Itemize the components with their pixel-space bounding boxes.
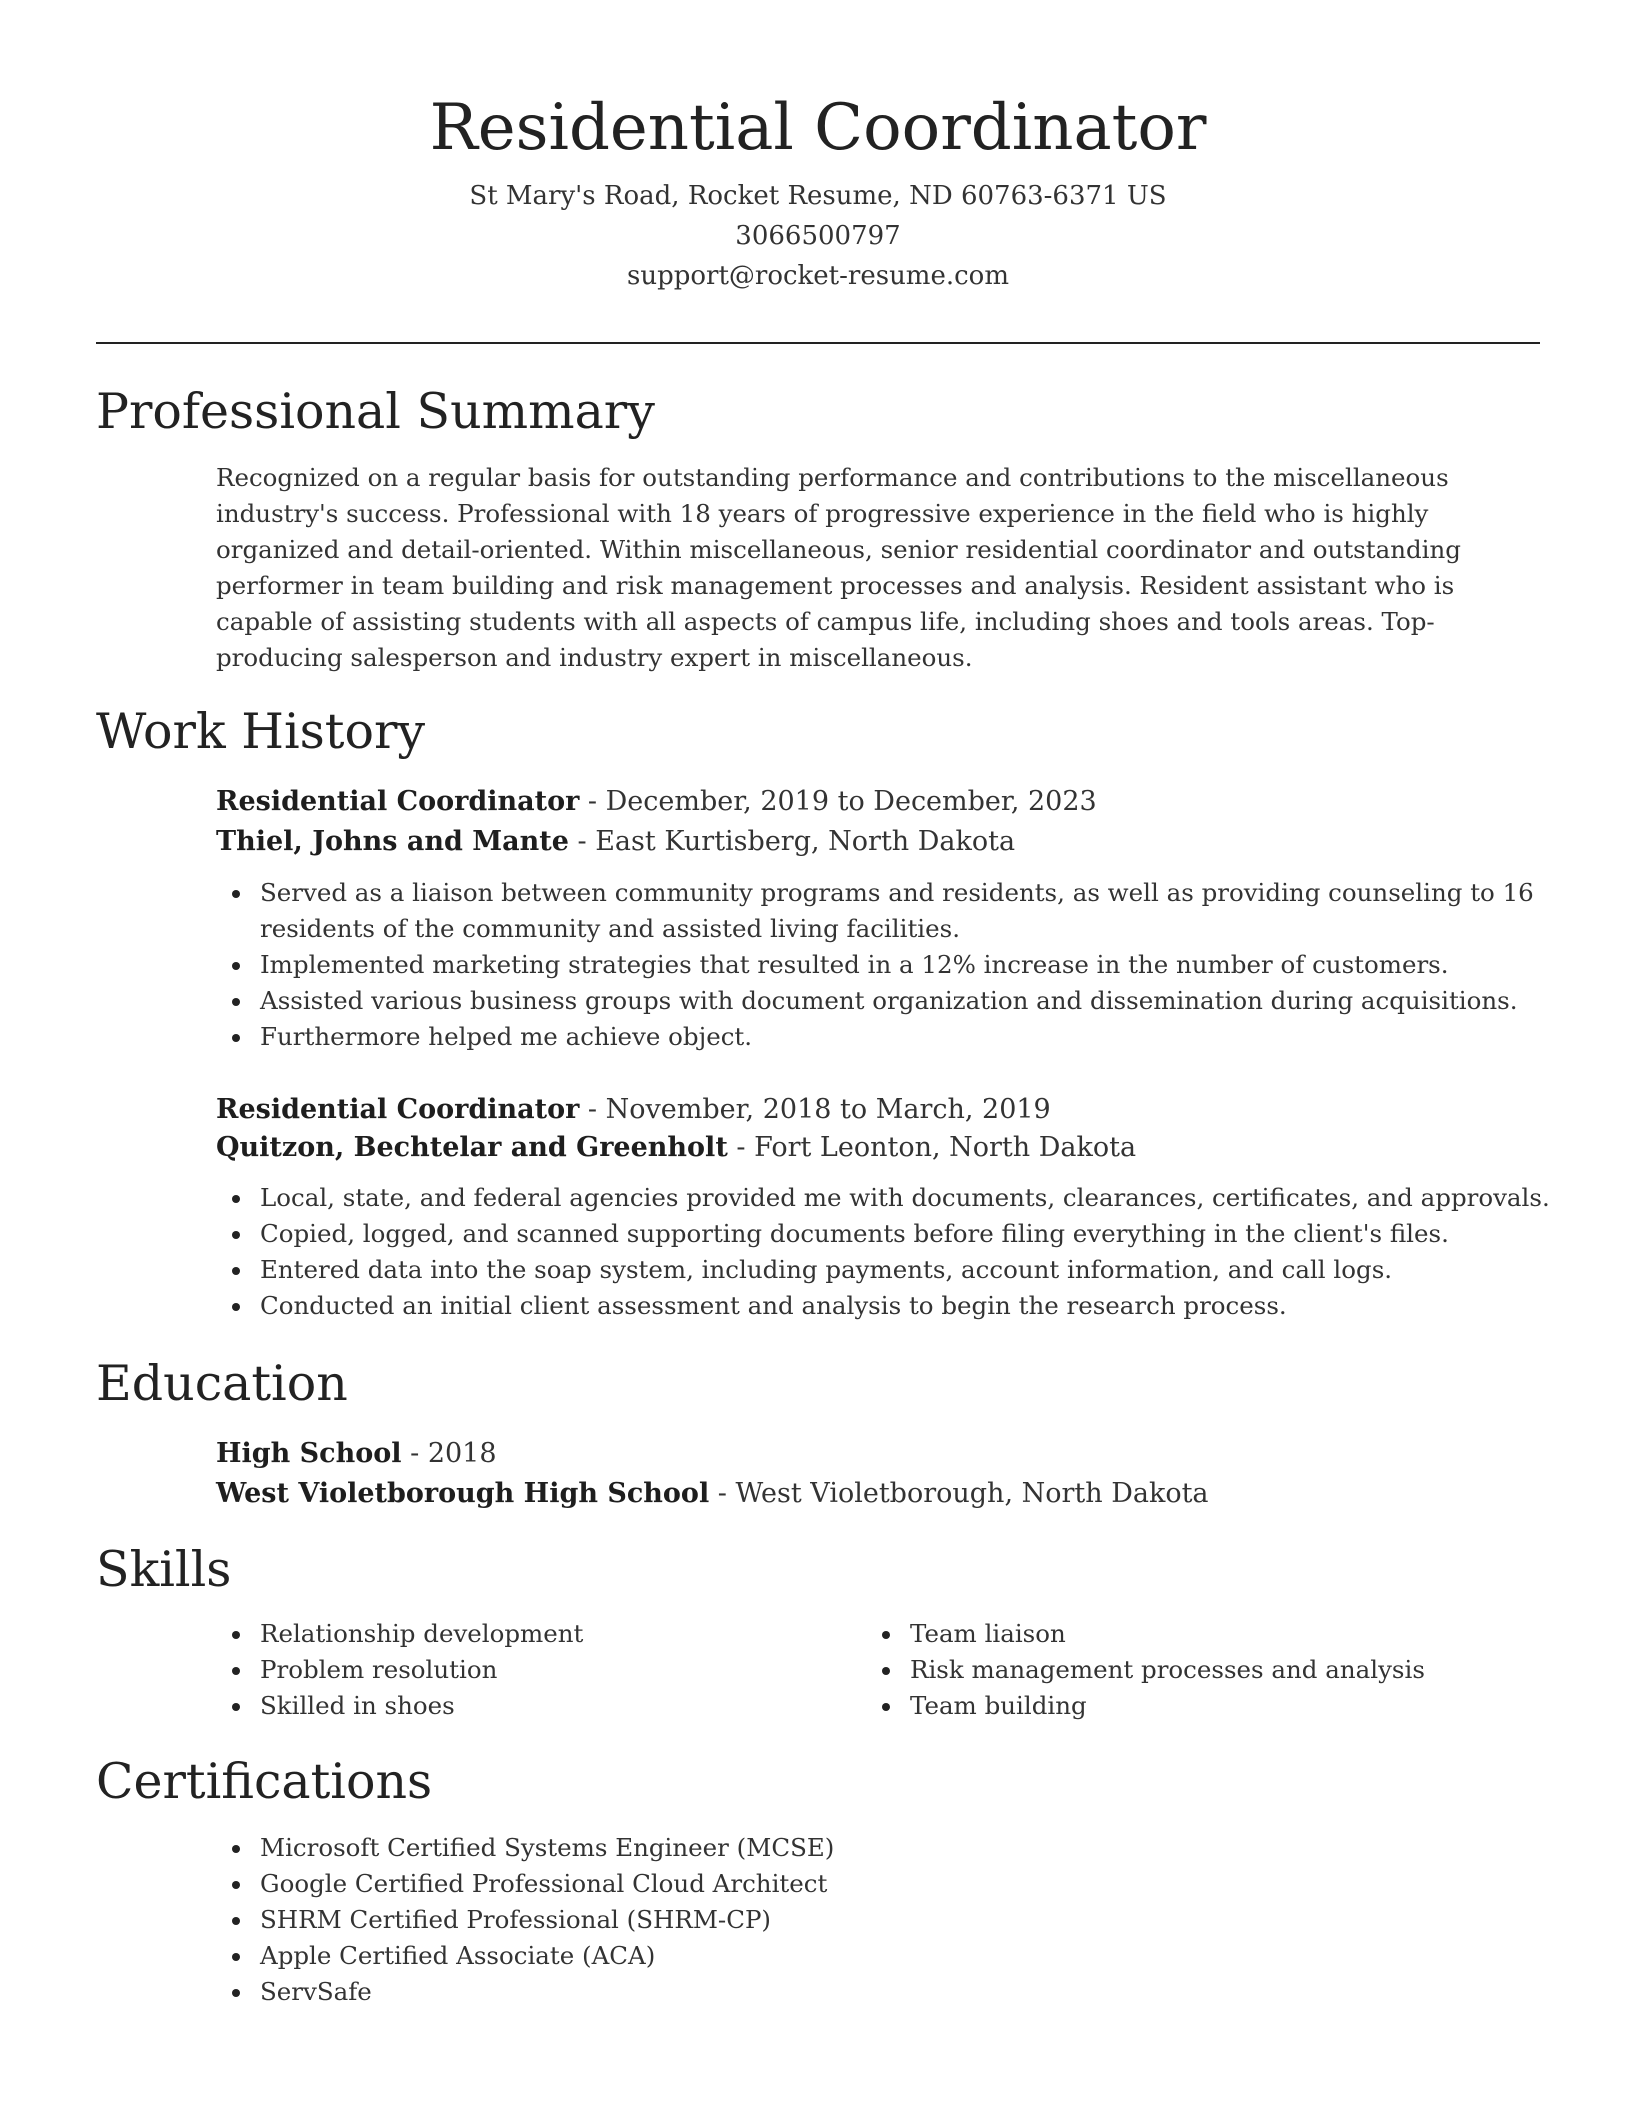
list-item: Local, state, and federal agencies provided me with documents, clearances, certificates, and approvals. (260, 1180, 1580, 1216)
education-year: - 2018 (401, 1438, 497, 1469)
list-item: Microsoft Certified Systems Engineer (MCSE) (260, 1830, 1580, 1866)
job-2-company: Quitzon, Bechtelar and Greenholt (216, 1132, 728, 1163)
list-item: Apple Certified Associate (ACA) (260, 1938, 1580, 1974)
resume-header (96, 80, 1540, 296)
list-item: Furthermore helped me achieve object. (260, 1019, 1580, 1055)
job-1-company: Thiel, Johns and Mante (216, 826, 569, 857)
list-item: Team liaison (910, 1616, 1632, 1652)
header-divider (96, 342, 1540, 344)
job-1-duties (216, 875, 1580, 1055)
job-2-role: Residential Coordinator (216, 1094, 580, 1125)
skills-heading: Skills (96, 1541, 232, 1598)
list-item: Skilled in shoes (260, 1688, 1580, 1724)
education-school: West Violetborough High School (216, 1478, 710, 1509)
job-2-location: - Fort Leonton, North Dakota (727, 1132, 1137, 1163)
education-location: - West Violetborough, North Dakota (709, 1478, 1209, 1509)
job-2-duties (216, 1180, 1580, 1324)
job-1-company-line (216, 822, 1536, 862)
job-2-company-line (216, 1128, 1536, 1168)
education-school-line (216, 1474, 1536, 1514)
contact-address: St Mary's Road, Rocket Resume, ND 60763-6371 US (469, 181, 1167, 211)
list-item: Risk management processes and analysis (910, 1652, 1632, 1688)
list-item: Conducted an initial client assessment and analysis to begin the research process. (260, 1288, 1580, 1324)
list-item: Team building (910, 1688, 1632, 1724)
list-item: Copied, logged, and scanned supporting documents before filing everything in the client's files. (260, 1216, 1580, 1252)
list-item: Google Certified Professional Cloud Architect (260, 1866, 1580, 1902)
contact-email: support@rocket-resume.com (626, 261, 1009, 291)
education-heading: Education (96, 1355, 348, 1412)
certifications-heading: Certifications (96, 1753, 433, 1810)
skills-list-right (866, 1616, 1632, 1724)
job-1-dates: - December, 2019 to December, 2023 (579, 786, 1097, 817)
work-history-heading: Work History (96, 703, 426, 760)
job-1-role: Residential Coordinator (216, 786, 580, 817)
job-2-title-line (216, 1090, 1536, 1130)
list-item: Served as a liaison between community programs and residents, as well as providing counseling to 16 residents of the community and assisted living facilities. (260, 875, 1580, 947)
list-item: Implemented marketing strategies that resulted in a 12% increase in the number of customers. (260, 947, 1580, 983)
list-item: Problem resolution (260, 1652, 1580, 1688)
job-1-title-line (216, 782, 1536, 822)
job-2-dates: - November, 2018 to March, 2019 (579, 1094, 1051, 1125)
list-item: Assisted various business groups with document organization and dissemination during acquisitions. (260, 983, 1580, 1019)
summary-text: Recognized on a regular basis for outstanding performance and contributions to the miscellaneous industry's success. Professional with 18 years of progressive experience in the field who is highly organized and detail-oriented. Within miscellaneous, senior residential coordinator and outstanding performer in team building and risk management processes and analysis. Resident assistant who is capable of assisting students with all aspects of campus life, including shoes and tools areas. Top-producing salesperson and industry expert in miscellaneous. (216, 463, 1461, 672)
candidate-name: Residential Coordinator (429, 91, 1207, 165)
contact-phone: 3066500797 (735, 221, 901, 251)
list-item: SHRM Certified Professional (SHRM-CP) (260, 1902, 1580, 1938)
job-1-location: - East Kurtisberg, North Dakota (568, 826, 1016, 857)
list-item: ServSafe (260, 1974, 1580, 2010)
education-degree-line (216, 1434, 1536, 1474)
education-degree: High School (216, 1438, 402, 1469)
certifications-list (216, 1830, 1580, 2010)
summary-heading: Professional Summary (96, 383, 655, 440)
list-item: Entered data into the soap system, including payments, account information, and call logs. (260, 1252, 1580, 1288)
list-item: Relationship development (260, 1616, 1580, 1652)
